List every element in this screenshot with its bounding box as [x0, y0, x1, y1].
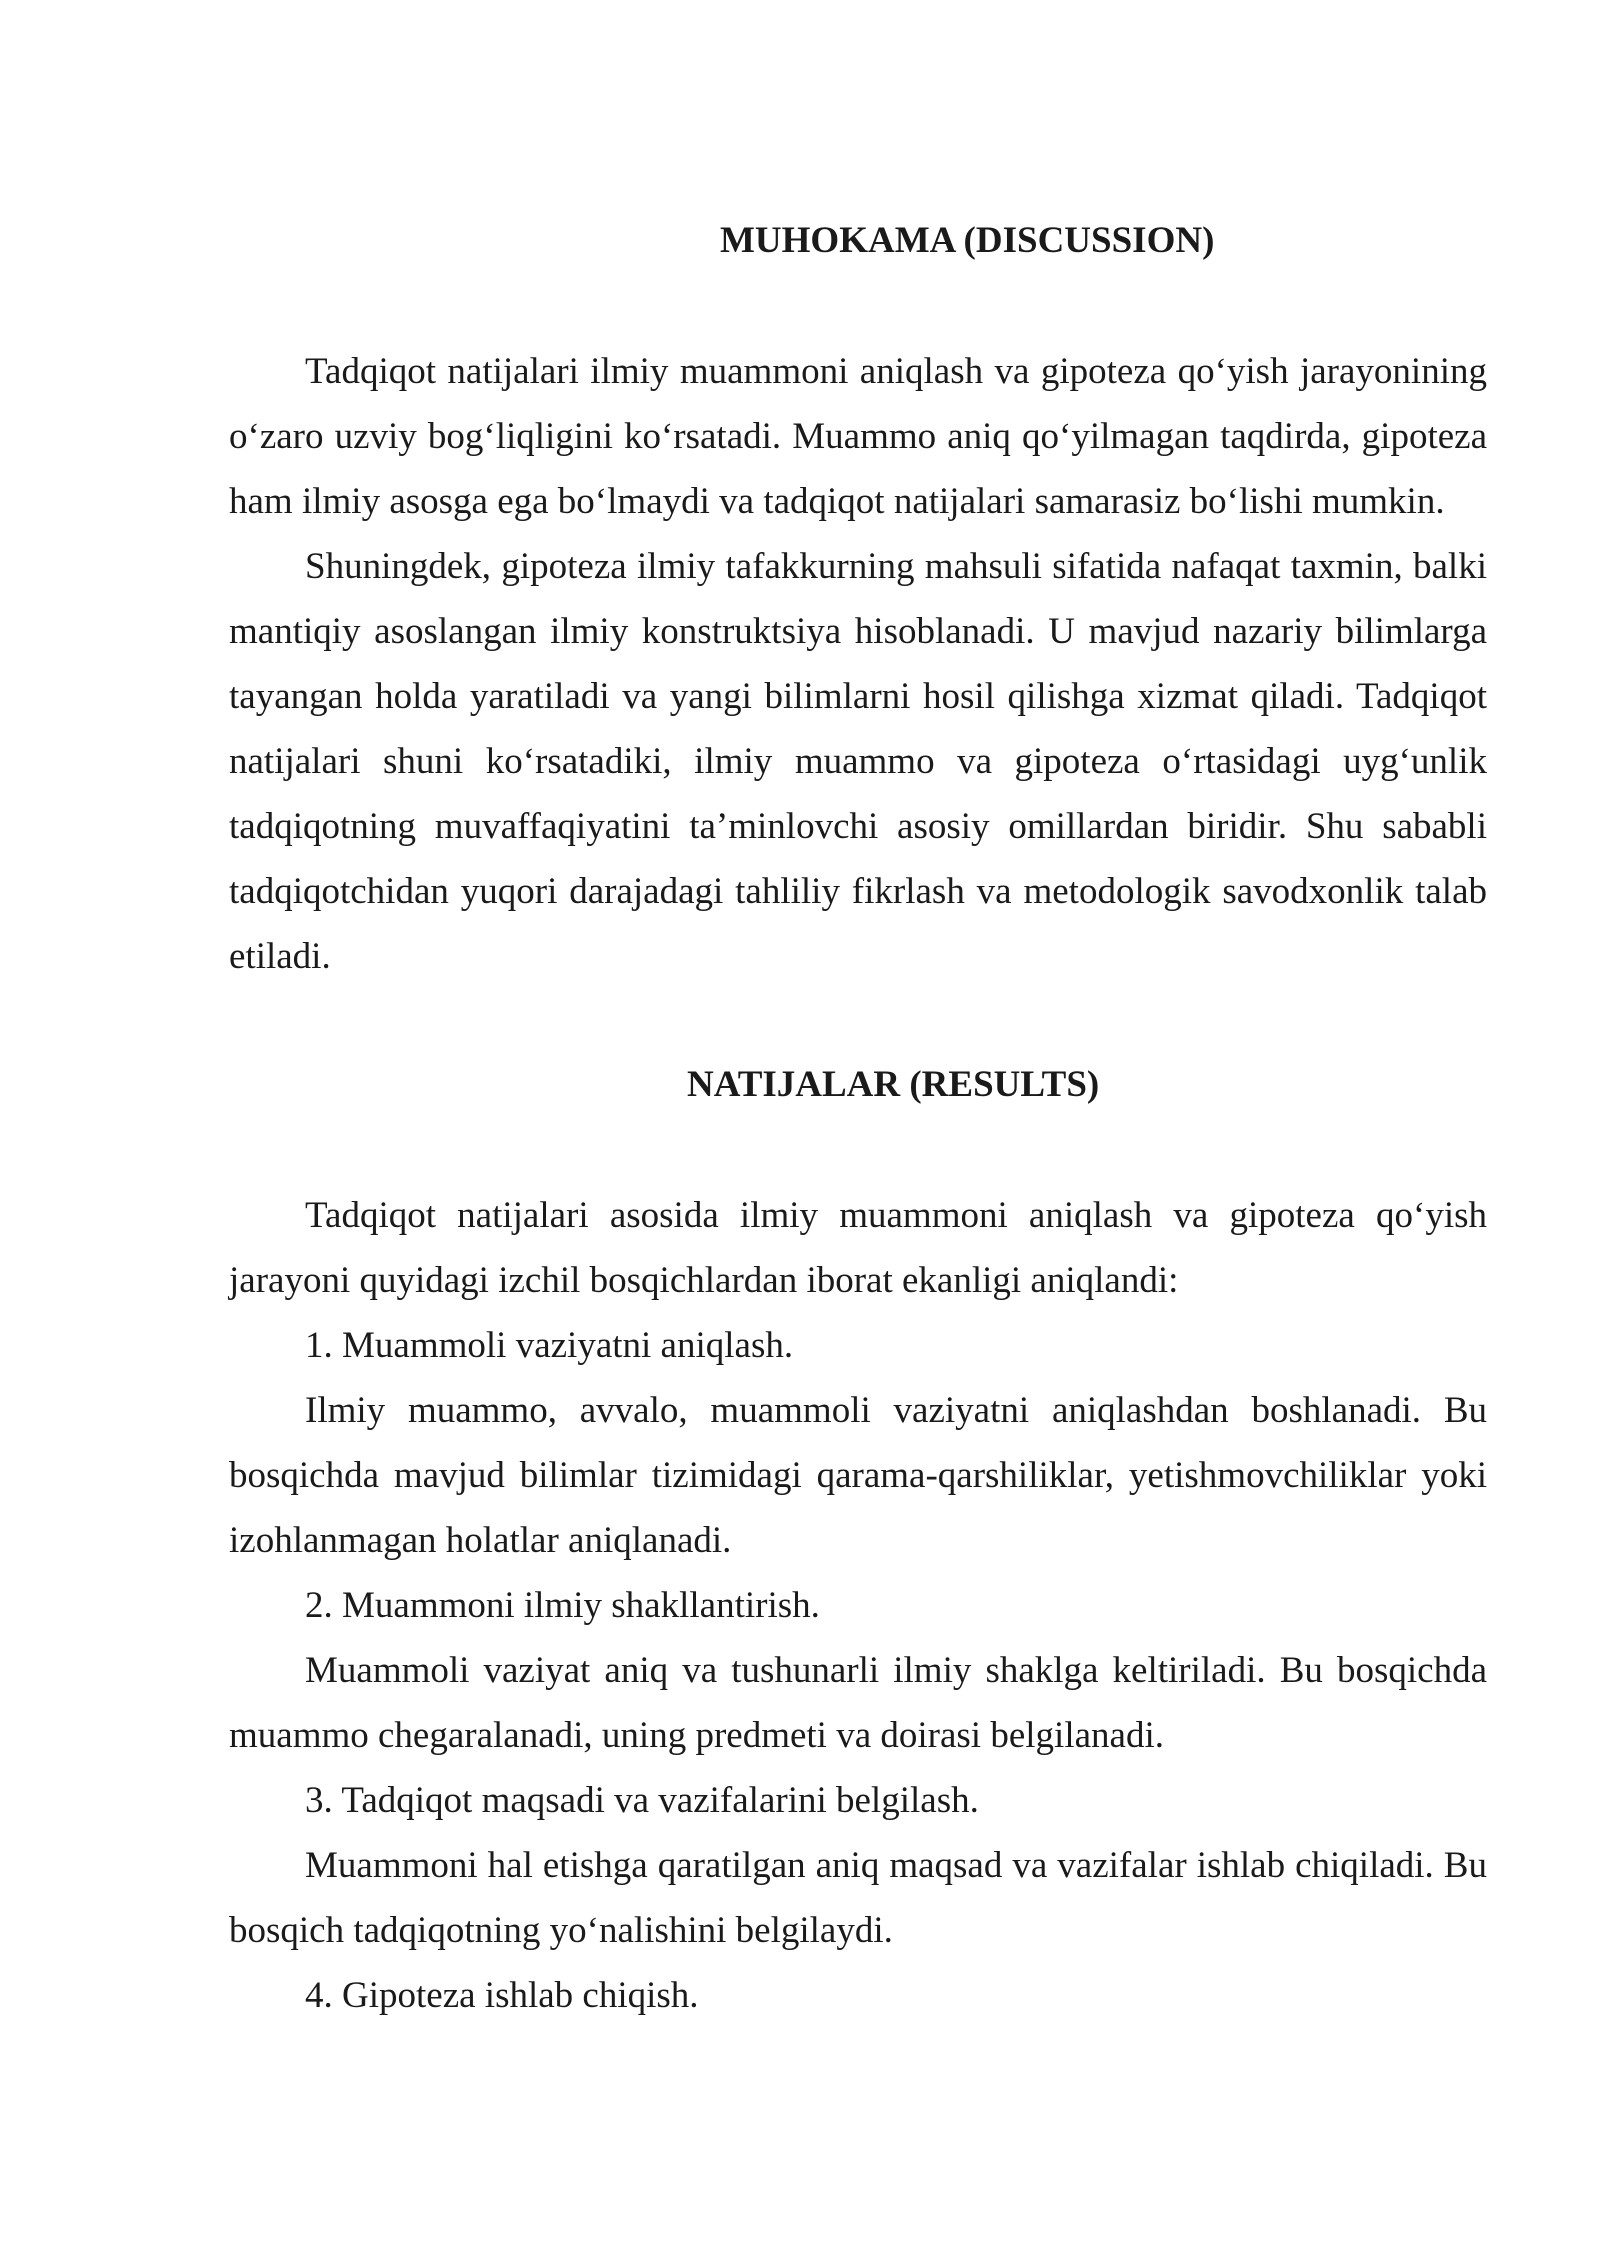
- discussion-body: [229, 339, 1487, 989]
- section-heading-discussion: MUHOKAMA (DISCUSSION): [720, 220, 1215, 261]
- list-item-step: 1. Muammoli vaziyatni aniqlash.: [305, 1325, 794, 1366]
- list-item-step: 3. Tadqiqot maqsadi va vazifalarini belgilash.: [305, 1780, 979, 1821]
- paragraph: Shuningdek, gipoteza ilmiy tafakkurning mahsuli sifatida nafaqat taxmin, balki mantiqiy asoslangan ilmiy konstruktsiya hisoblanadi. U mavjud nazariy bilimlarga tayangan holda yaratiladi va yangi bilimlarni hosil qilishga xizmat qiladi. Tadqiqot natijalari shuni ko‘rsatadiki, ilmiy muammo va gipoteza o‘rtasidagi uyg‘unlik tadqiqotning muvaffaqiyatini ta’minlovchi asosiy omillardan biridir. Shu sababli tadqiqotchidan yuqori darajadagi tahliliy fikrlash va metodologik savodxonlik talab etiladi.: [229, 546, 1487, 977]
- section-heading-results: NATIJALAR (RESULTS): [687, 1064, 1100, 1105]
- paragraph: Tadqiqot natijalari ilmiy muammoni aniqlash va gipoteza qo‘yish jarayonining o‘zaro uzviy bog‘liqligini ko‘rsatadi. Muammo aniq qo‘yilmagan taqdirda, gipoteza ham ilmiy asosga ega bo‘lmaydi va tadqiqot natijalari samarasiz bo‘lishi mumkin.: [229, 351, 1487, 522]
- results-body: [229, 1183, 1487, 2028]
- list-item-step: 4. Gipoteza ishlab chiqish.: [305, 1975, 699, 2016]
- paragraph: Muammoni hal etishga qaratilgan aniq maqsad va vazifalar ishlab chiqiladi. Bu bosqich tadqiqotning yo‘nalishini belgilaydi.: [229, 1845, 1487, 1951]
- paragraph: Ilmiy muammo, avvalo, muammoli vaziyatni aniqlashdan boshlanadi. Bu bosqichda mavjud bilimlar tizimidagi qarama-qarshiliklar, yetishmovchiliklar yoki izohlanmagan holatlar aniqlanadi.: [229, 1390, 1487, 1561]
- paragraph: Muammoli vaziyat aniq va tushunarli ilmiy shaklga keltiriladi. Bu bosqichda muammo chegaralanadi, uning predmeti va doirasi belgilanadi.: [229, 1650, 1487, 1756]
- list-item-step: 2. Muammoni ilmiy shakllantirish.: [305, 1585, 820, 1626]
- paragraph: Tadqiqot natijalari asosida ilmiy muammoni aniqlash va gipoteza qo‘yish jarayoni quyidagi izchil bosqichlardan iborat ekanligi aniqlandi:: [229, 1195, 1487, 1301]
